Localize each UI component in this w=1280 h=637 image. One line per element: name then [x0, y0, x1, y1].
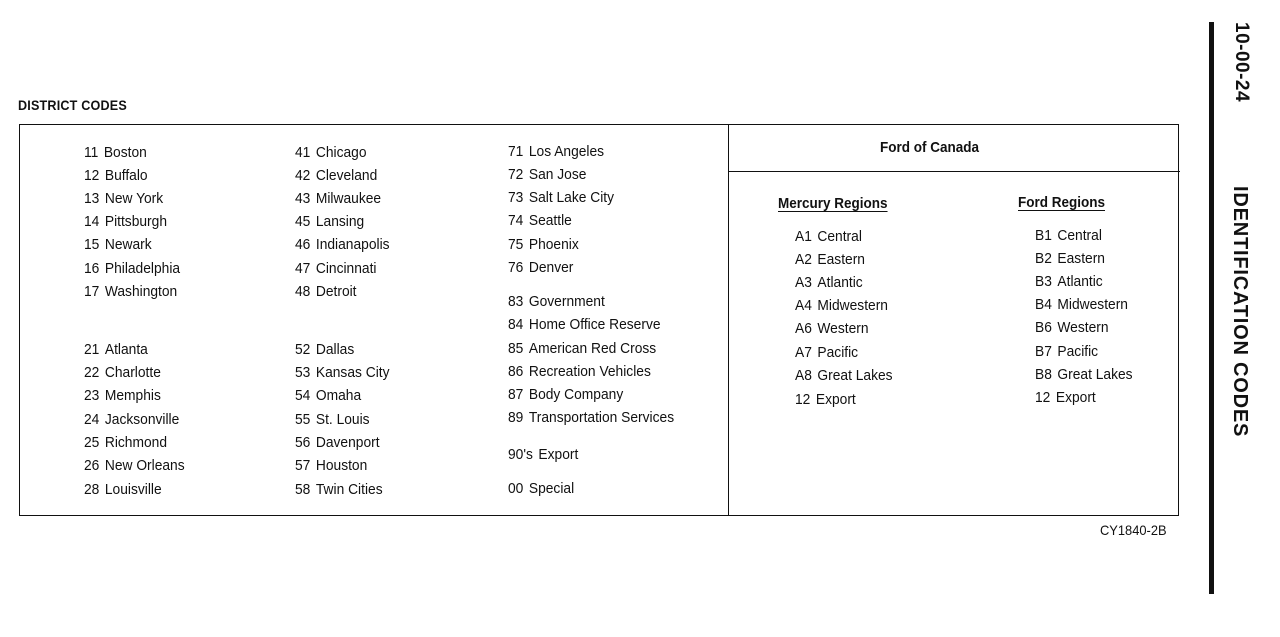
code-number: 83 [508, 293, 524, 310]
code-number: 72 [508, 166, 524, 183]
code-number: 26 [84, 457, 100, 474]
district-code-item [295, 190, 381, 208]
code-label: Denver [528, 259, 574, 276]
code-label: Western [1057, 319, 1109, 336]
code-number: 46 [295, 236, 311, 253]
code-label: Omaha [315, 387, 362, 404]
ford-region-item [1035, 343, 1098, 361]
code-label: Louisville [104, 481, 162, 498]
code-number: 24 [84, 411, 100, 428]
ford-region-item [1035, 250, 1105, 268]
code-number: 42 [295, 167, 311, 184]
code-number: 85 [508, 340, 524, 357]
code-number: 21 [84, 341, 100, 358]
code-number: 84 [508, 316, 524, 333]
code-label: Richmond [104, 434, 168, 451]
ford-region-item [1035, 296, 1128, 314]
mercury-region-item [795, 391, 856, 409]
code-label: Boston [103, 144, 147, 161]
code-label: Charlotte [104, 364, 161, 381]
code-label: Midwestern [1057, 296, 1128, 313]
code-label: Memphis [104, 387, 161, 404]
district-code-item [508, 189, 614, 207]
code-number: A2 [795, 251, 812, 268]
district-code-item [295, 411, 370, 429]
code-number: A4 [795, 297, 812, 314]
code-number: 47 [295, 260, 311, 277]
code-number: 54 [295, 387, 311, 404]
code-label: Los Angeles [528, 143, 605, 160]
code-label: Philadelphia [104, 260, 181, 277]
code-label: Salt Lake City [528, 189, 615, 206]
ford-region-item [1035, 319, 1109, 337]
figure-id: CY1840-2B [1100, 522, 1167, 538]
code-label: Pittsburgh [104, 213, 168, 230]
code-number: 90's [508, 446, 533, 463]
code-label: Newark [104, 236, 152, 253]
code-label: Cincinnati [315, 260, 377, 277]
code-number: B2 [1035, 250, 1052, 267]
district-code-item [295, 144, 367, 162]
district-code-item [295, 283, 357, 301]
district-code-item [84, 167, 148, 185]
code-number: A6 [795, 320, 812, 337]
code-label: St. Louis [315, 411, 370, 428]
code-number: 14 [84, 213, 100, 230]
page-number: 10-00-24 [1231, 22, 1252, 103]
district-code-item [84, 481, 162, 499]
district-code-item [508, 236, 579, 254]
district-code-item [295, 434, 380, 452]
district-code-item [84, 411, 179, 429]
code-number: 12 [84, 167, 100, 184]
code-number: 57 [295, 457, 311, 474]
code-label: Indianapolis [315, 236, 390, 253]
mercury-region-item [795, 251, 865, 269]
code-number: 55 [295, 411, 311, 428]
district-code-item [508, 363, 651, 381]
code-label: New York [104, 190, 164, 207]
code-number: 76 [508, 259, 524, 276]
mercury-region-item [795, 274, 863, 292]
code-number: 16 [84, 260, 100, 277]
column-divider [728, 125, 729, 515]
code-label: Twin Cities [315, 481, 383, 498]
code-label: Pacific [1057, 343, 1099, 360]
district-code-item [84, 434, 167, 452]
code-number: B3 [1035, 273, 1052, 290]
district-code-item [295, 481, 383, 499]
code-label: Davenport [315, 434, 380, 451]
code-label: Seattle [528, 212, 572, 229]
ford-regions-heading: Ford Regions [1018, 194, 1106, 211]
district-code-item [84, 236, 152, 254]
mercury-region-item [795, 344, 858, 362]
district-code-item [508, 409, 674, 427]
code-label: Washington [104, 283, 178, 300]
code-number: 52 [295, 341, 311, 358]
code-number: B4 [1035, 296, 1052, 313]
district-code-item [295, 213, 364, 231]
code-label: Detroit [315, 283, 357, 300]
code-label: Eastern [1057, 250, 1105, 267]
code-number: A7 [795, 344, 812, 361]
code-number: 73 [508, 189, 524, 206]
code-number: 53 [295, 364, 311, 381]
district-code-item [84, 341, 148, 359]
code-label: Special [528, 480, 575, 497]
code-number: B7 [1035, 343, 1052, 360]
code-number: 11 [84, 144, 99, 161]
code-number: B6 [1035, 319, 1052, 336]
code-number: A3 [795, 274, 812, 291]
code-label: Atlantic [817, 274, 863, 291]
code-number: 12 [795, 391, 811, 408]
code-label: New Orleans [104, 457, 185, 474]
code-number: 22 [84, 364, 100, 381]
mercury-region-item [795, 367, 893, 385]
code-label: Pacific [817, 344, 859, 361]
code-number: 23 [84, 387, 100, 404]
code-number: 89 [508, 409, 524, 426]
ford-region-item [1035, 366, 1133, 384]
code-number: A1 [795, 228, 812, 245]
district-code-item [295, 364, 390, 382]
code-number: 43 [295, 190, 311, 207]
code-label: Great Lakes [817, 367, 893, 384]
district-code-item [84, 190, 163, 208]
code-label: San Jose [528, 166, 587, 183]
code-number: 48 [295, 283, 311, 300]
district-code-item [84, 457, 185, 475]
code-number: 71 [508, 143, 524, 160]
code-number: B8 [1035, 366, 1052, 383]
code-label: Phoenix [528, 236, 579, 253]
code-label: American Red Cross [528, 340, 657, 357]
code-number: 45 [295, 213, 311, 230]
district-code-item [508, 480, 574, 498]
district-code-item [508, 340, 656, 358]
district-code-item [508, 143, 604, 161]
ford-region-item [1035, 389, 1096, 407]
ford-region-item [1035, 227, 1102, 245]
code-label: Export [815, 391, 856, 408]
code-label: Body Company [528, 386, 624, 403]
code-number: 86 [508, 363, 524, 380]
district-code-item [508, 212, 572, 230]
district-code-item [295, 387, 361, 405]
code-label: Recreation Vehicles [528, 363, 651, 380]
district-code-item [84, 364, 161, 382]
code-label: Central [817, 228, 862, 245]
district-code-item [508, 293, 605, 311]
code-number: 74 [508, 212, 524, 229]
code-label: Government [528, 293, 605, 310]
mercury-regions-heading: Mercury Regions [778, 195, 888, 212]
canada-header-divider [728, 171, 1180, 172]
district-code-item [84, 213, 167, 231]
section-title: IDENTIFICATION CODES [1229, 186, 1251, 438]
code-label: Great Lakes [1057, 366, 1133, 383]
code-label: Central [1057, 227, 1102, 244]
district-code-item [508, 316, 661, 334]
code-label: Midwestern [817, 297, 888, 314]
code-label: Jacksonville [104, 411, 180, 428]
district-code-item [84, 387, 161, 405]
code-number: 58 [295, 481, 311, 498]
code-label: Atlanta [104, 341, 148, 358]
code-label: Transportation Services [528, 409, 675, 426]
district-code-item [295, 236, 390, 254]
code-number: 00 [508, 480, 524, 497]
margin-rule [1209, 22, 1214, 594]
code-number: A8 [795, 367, 812, 384]
code-label: Kansas City [315, 364, 390, 381]
code-label: Buffalo [104, 167, 148, 184]
code-number: 15 [84, 236, 100, 253]
code-number: 25 [84, 434, 100, 451]
district-code-item [508, 446, 578, 464]
code-label: Home Office Reserve [528, 316, 661, 333]
code-label: Western [817, 320, 869, 337]
code-label: Atlantic [1057, 273, 1103, 290]
code-label: Export [1055, 389, 1096, 406]
code-label: Dallas [315, 341, 355, 358]
district-code-item [84, 260, 180, 278]
mercury-region-item [795, 228, 862, 246]
code-number: 13 [84, 190, 100, 207]
district-code-item [508, 386, 623, 404]
district-code-item [508, 259, 573, 277]
district-code-item [84, 283, 177, 301]
code-label: Lansing [315, 213, 365, 230]
code-number: 75 [508, 236, 524, 253]
ford-region-item [1035, 273, 1103, 291]
district-code-item [84, 144, 147, 162]
code-label: Export [538, 446, 579, 463]
code-label: Chicago [315, 144, 367, 161]
district-codes-title: DISTRICT CODES [18, 97, 127, 113]
code-number: B1 [1035, 227, 1052, 244]
code-number: 28 [84, 481, 100, 498]
district-code-item [295, 341, 354, 359]
district-code-item [295, 457, 367, 475]
code-number: 87 [508, 386, 524, 403]
district-code-item [295, 260, 376, 278]
code-number: 12 [1035, 389, 1051, 406]
district-code-item [508, 166, 586, 184]
mercury-region-item [795, 320, 869, 338]
code-label: Eastern [817, 251, 865, 268]
code-label: Houston [315, 457, 368, 474]
code-number: 56 [295, 434, 311, 451]
code-label: Milwaukee [315, 190, 382, 207]
code-label: Cleveland [315, 167, 378, 184]
code-number: 41 [295, 144, 311, 161]
mercury-region-item [795, 297, 888, 315]
canada-title: Ford of Canada [880, 139, 980, 156]
code-number: 17 [84, 283, 100, 300]
district-code-item [295, 167, 377, 185]
